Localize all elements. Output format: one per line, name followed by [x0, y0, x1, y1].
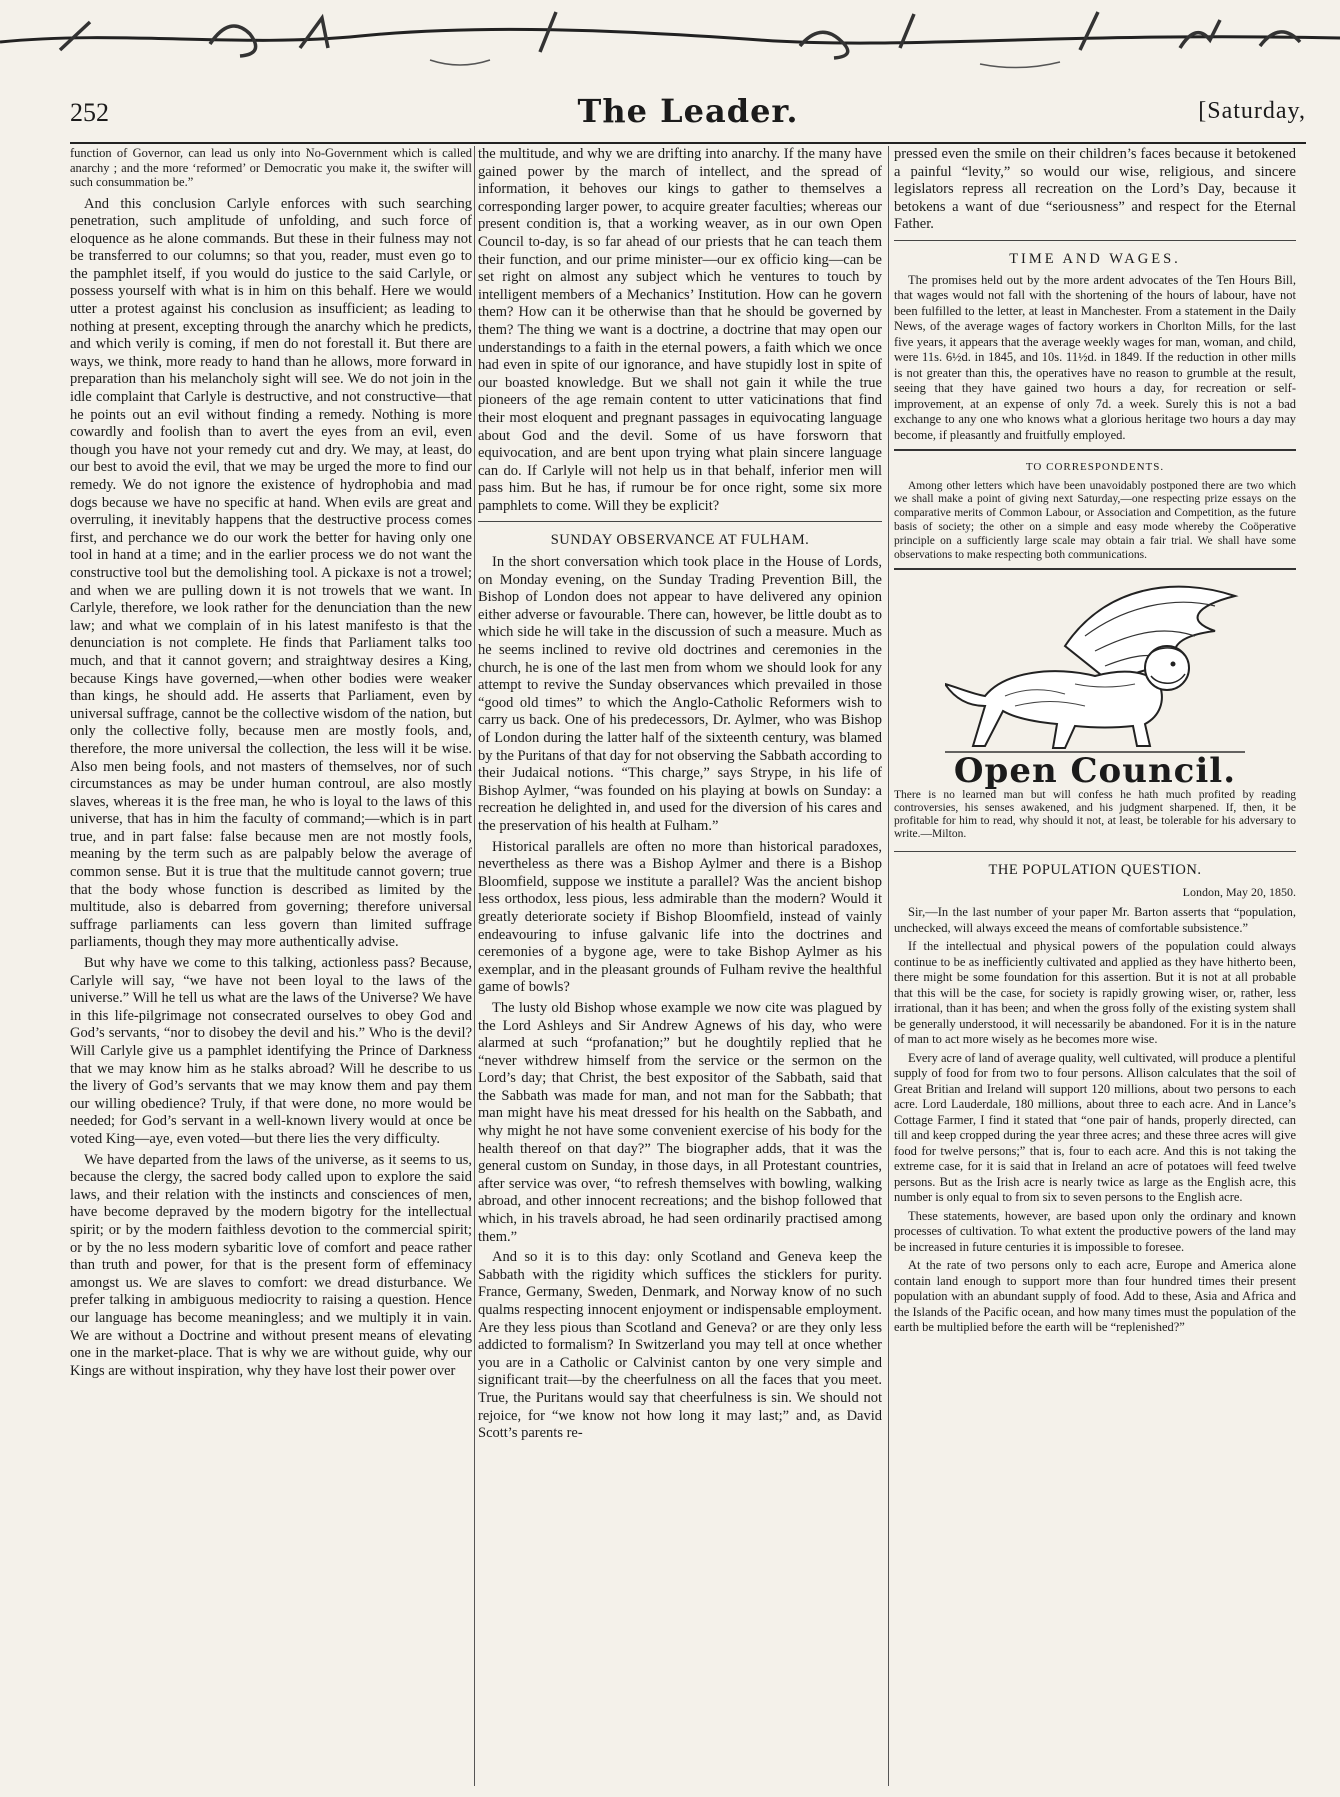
notice-paragraph: Among other letters which have been unavoidably postponed there are two which we shall make a point of giving next Saturday,—one respecting prize essays on the comparative merits of Common Labour, or Association and Competition, as the future basis of society; the other on a simple and easy mode whereby the Coöperative principle on a sufficiently large scale may obtain a fair trial. We shall have some observations to make respecting both communications. [894, 479, 1296, 561]
letter-paragraph: If the intellectual and physical powers of the population could always continue to be as inefficiently cultivated and applied as they have hitherto been, there might be some foundation for this assertion. But it is not at all probable that this will be the case, for society is rapidly growing wiser, or, rather, less irrational, than it has been; and when the gross folly of the existing system shall be generally understood, it will necessarily be abandoned. For it is in the nature of man to act more wisely as he becomes more wise. [894, 939, 1296, 1047]
article-paragraph: pressed even the smile on their children’s faces because it betokened a painful “levity,” so would our wise, religious, and sincere legislators repress all recreation on the Lord’s Day, because it betokens a want of due “seriousness” and respect for the Eternal Father. [894, 146, 1296, 233]
letter-paragraph: Sir,—In the last number of your paper Mr. Barton asserts that “population, unchecked, will always exceed the means of comfortable subsistence.” [894, 905, 1296, 935]
winged-lion-emblem [945, 576, 1245, 761]
issue-day: [Saturday, [1198, 98, 1306, 124]
column-rule [888, 146, 889, 1786]
article-paragraph: The promises held out by the more ardent advocates of the Ten Hours Bill, that wages would not fall with the shortening of the hours of labour, have not been fulfilled to the letter, at least in Manchester. From a statement in the Daily News, of the average wages of factory workers in Chorlton Mills, for the last five years, it appears that the average weekly wages for man, woman, and child, were 11s. 6½d. in 1845, and 10s. 11½d. in 1849. If the reduction in other mills is not greater than this, the operatives have no reason to grumble at the result, seeing that they have gained two hours a day, for recreation or self-improvement, at an expense of only 7d. a week. Surely this is not a bad exchange to any one who knows what a glorious heritage two hours a day may become, if pleasantly and fruitfully employed. [894, 272, 1296, 442]
masthead [70, 92, 1306, 144]
article-paragraph: In the short conversation which took place in the House of Lords, on Monday evening, on the Sunday Trading Prevention Bill, the Bishop of London does not appear to have delivered any opinion either adverse or favourable. There can, however, be little doubt as to which side he will take in the discussion of such a measure. Much as he seems inclined to revive old doctrines and ceremonies in the church, he is one of the last men from whom we should look for any attempt to revive the Sunday observances which prevailed in those “good old times” to which the Anglo-Catholic Reformers wish to carry us back. One of his predecessors, Dr. Aylmer, who was Bishop of London during the latter half of the sixteenth century, was blamed by the Puritans of that day for not observing the Sabbath according to their Judaical notions. “This charge,” says Strype, in his life of Bishop Aylmer, “was founded on his playing at bowls on Sunday: a recreation he delighted in, and used for the diversion of his cares and the preservation of his health at Fulham.” [478, 554, 882, 834]
column-1 [70, 146, 472, 1786]
quote-fragment: function of Governor, can lead us only into No-Government which is called anarchy ; and the more ‘reformed’ or Democratic you make it, the swifter will such consummation be.” [70, 146, 472, 189]
epigraph: There is no learned man but will confess he hath much profited by reading controversies, his senses awakened, and his judgment sharpened. If, then, it be profitable for him to read, why should it not, at least, be tolerable for his adversary to write.—Milton. [894, 789, 1296, 841]
section-heading: TO CORRESPONDENTS. [1025, 461, 1165, 474]
letter-paragraph: At the rate of two persons only to each acre, Europe and America alone contain land enough to support more than four hundred times their present population with an abundant supply of food. Add to these, Asia and Africa and the Islands of the Pacific ocean, and how many times must the population of the earth be multiplied before the earth will be “replenished?” [894, 1258, 1296, 1335]
column-2 [478, 146, 882, 1786]
section-divider [894, 449, 1296, 451]
article-paragraph: But why have we come to this talking, actionless pass? Because, Carlyle will say, “we have not been loyal to the laws of the universe.” Will he tell us what are the laws of the Universe? We have in this life-pilgrimage not consecrated ourselves to obey God and God’s servants, “nor to disobey the devil and his.” Who is the devil? Will Carlyle give us a pamphlet identifying the Prince of Darkness that we may know him as he stalks abroad? Will he describe to us the livery of God’s servants that we may know them and pay them our willing obedience? Truly, if that were done, no more would be needed; for God’s servant in a well-known livery would at once be voted King—aye, even voted—but there lies the very difficulty. [70, 955, 472, 1147]
section-divider [894, 240, 1296, 241]
handwritten-scrawl [0, 0, 1340, 80]
section-divider [894, 851, 1296, 852]
letter-dateline: London, May 20, 1850. [1182, 884, 1296, 899]
column-rule [474, 146, 475, 1786]
open-council-title: Open Council. [953, 751, 1237, 792]
newspaper-title: The Leader. [577, 92, 799, 130]
section-heading: THE POPULATION QUESTION. [988, 862, 1202, 879]
section-heading: SUNDAY OBSERVANCE AT FULHAM. [550, 532, 810, 549]
article-paragraph: The lusty old Bishop whose example we now cite was plagued by the Lord Ashleys and Sir Andrew Agnews of his day, who were alarmed at such “profanation;” but he doughtily replied that he “never withdrew himself from the service or the sermon on the Lord’s day; that Christ, the best expositor of the Sabbath, said that the Sabbath was made for man, and not man for the Sabbath; that man might have his meat dressed for his health on the Sabbath, and why might he not have some convenient exercise of his body for the health thereof on that day?” The biographer adds, that it was the general custom on Sunday, in those days, in all Protestant countries, after service was over, “to refresh themselves with bowling, walking abroad, and other innocent recreations; and the bishop followed that which, in his travels abroad, he had seen ordinarily practised among them.” [478, 999, 882, 1245]
section-heading: TIME AND WAGES. [1009, 250, 1181, 267]
section-divider [478, 521, 882, 522]
letter-paragraph: These statements, however, are based upon only the ordinary and known processes of cultivation. To what extent the productive powers of the land may be increased in future centuries it is impossible to foresee. [894, 1208, 1296, 1254]
article-paragraph: the multitude, and why we are drifting into anarchy. If the many have gained power by the march of intellect, and the spread of information, it behoves our kings to gather to themselves a corresponding larger power, to acquire greater faculties; whereas our present condition is, that a working weaver, as in our own Open Council to-day, is so far ahead of our priests that he can teach them their function, and our prime minister—our ex officio king—can be set right on almost any subject which he ventures to touch by intelligent members of a Mechanics’ Institution. How can he govern them? How can it be otherwise than that he should be governed by them? The thing we want is a doctrine, a doctrine that may open our understandings to a faith in the eternal powers, a faith which we once had even in spite of our ignorance, and have stupidly lost in spite of our boasted knowledge. But we shall not gain it while the true pioneers of the age remain content to utter vaticinations that find their most eloquent and pregnant passages in equivocating language about God and the devil. Some of us have forsworn that equivocation, and are bent upon trying what plain sincere language can do. If Carlyle will not help us in that behalf, inferior men will pass him. But he has, if rumour be for once right, some six more pamphlets to come. Will they be explicit? [478, 146, 882, 514]
article-paragraph: Historical parallels are often no more than historical paradoxes, nevertheless as there was a Bishop Aylmer and there is a Bishop Bloomfield, suppose we institute a parallel? Was the ancient bishop less orthodox, less pious, less admirable than the modern? Would it greatly deteriorate society if Bishop Bloomfield, instead of vainly endeavouring to infuse galvanic life into the doctrines and ceremonies of a bygone age, were to take Bishop Aylmer as his exemplar, and in the pleasant grounds of Fulham revive the healthful game of bowls? [478, 838, 882, 996]
column-3 [894, 146, 1296, 1786]
page-number: 252 [70, 98, 109, 127]
article-paragraph: We have departed from the laws of the universe, as it seems to us, because the clergy, the sacred body called upon to explore the said laws, and their relation with the instincts and consciences of men, have become depraved by the modern bigotry for the intellectual spirit; or by the modern faithless devotion to the commercial spirit; or by the no less modern sybaritic love of comfort and peace rather than truth and power, for that is the present form of effeminacy amongst us. We are slaves to comfort: we dread disturbance. We prefer talking in ambiguous mediocrity to raising a question. Hence our language has become meaningless; and we multiply it in vain. We are without a Doctrine and without present means of elevating one in the market-place. That is why we are without guide, why our Kings are without inspiration, why they have lost their power over [70, 1151, 472, 1379]
article-paragraph: And this conclusion Carlyle enforces with such searching penetration, such amplitude of unfolding, and such force of eloquence as he alone commands. But these in their fulness may not be transferred to our columns; so that you, reader, must even go to the pamphlet itself, if you would do justice to the said Carlyle, or possess yourself with what is in him on this behalf. Here we would utter a protest against his conclusion as insufficient; as leading to nothing at present, excepting through the anarchy which he predicts, and which verily is coming, if men do not forestall it. But there are ways, we think, more ready to hand than he allows, more forward in preparation than his melancholy sight will see. We do not join in the idle complaint that Carlyle is destructive, and not constructive—that he points out an evil without finding a remedy. Nothing is more cowardly and foolish than to avert the eyes from an evil, even though you have not your remedy cut and dry. We may, at least, do our best to avoid the evil, that we may be urged the more to find our remedy. We do not ignore the existence of hydrophobia and mad dogs because we have no specific at hand. When evils are great and overruling, it inevitably happens that the destructive process comes first, and perchance we do our work the better for having only one tool in hand at a time; and in the earlier process we do not want the constructive tool but the demolishing tool. A pickaxe is not a trowel; and when we are pulling down it is not trowels that we want. In Carlyle, therefore, we look rather for the denunciation than the new law; and what we complain of in his latest manifesto is that the denunciation is not complete. He finds that Parliament talks too much, and that it cannot govern; and straightway desires a King, because Kings have governed,—when other bodies were weaker than kings, he should add. He asserts that Parliament, even by universal suffrage, cannot be the collective wisdom of the nation, but only the collective folly, because men are mostly fools, and, therefore, the more universal the collection, the less will it be wise. Also men being fools, and not masters of themselves, nor of such circumstances as may be under human controul, are also mostly slaves, whereas it is the free man, he who is loyal to the laws of this universe, that has in him the faculty of command;—which is in part true, and in part false: false because men are not mostly fools, meaning by the term such as are palpably below the average of common sense. But it is true that the multitude cannot govern; true that the body whose function is described as limited by the multitude, also is debarred from governing; therefore universal suffrage parliaments can less govern than limited suffrage parliaments, though they may more authentically advise. [70, 195, 472, 951]
article-paragraph: And so it is to this day: only Scotland and Geneva keep the Sabbath with the rigidity which suffices the sticklers for purity. France, Germany, Sweden, Denmark, and Norway know of no such qualms respecting innocent enjoyment or indispensable employment. Are they less pious than Scotland and Geneva? or are they only less addicted to formalism? In Switzerland you may tell at once whether you are in a Catholic or Calvinist canton by one very simple and significant trait—by the cheerfulness on all the faces that you meet. True, the Puritans would say that cheerfulness is sin. We should not rejoice, for “we know not how long it may last;” and, as David Scott’s parents re- [478, 1249, 882, 1442]
letter-paragraph: Every acre of land of average quality, well cultivated, will produce a plentiful supply of food for from two to four persons. Allison calculates that the soil of Great Britian and Ireland will support 120 millions, about two persons to each acre. Lord Lauderdale, 180 millions, about three to each acre. And in Lance’s Cottage Farmer, I find it stated that “one pair of hands, properly directed, can till and keep cropped during the year three acres; and these three acres will give food for twelve persons;” that is, four to each acre. And this is not taking the extreme case, for it is said that in Ireland an acre of potatoes will feed twelve persons. But as the Irish acre is nearly twice as large as the English acre, this number is only equal to from six to seven persons to the English acre. [894, 1050, 1296, 1205]
section-divider [894, 568, 1296, 570]
